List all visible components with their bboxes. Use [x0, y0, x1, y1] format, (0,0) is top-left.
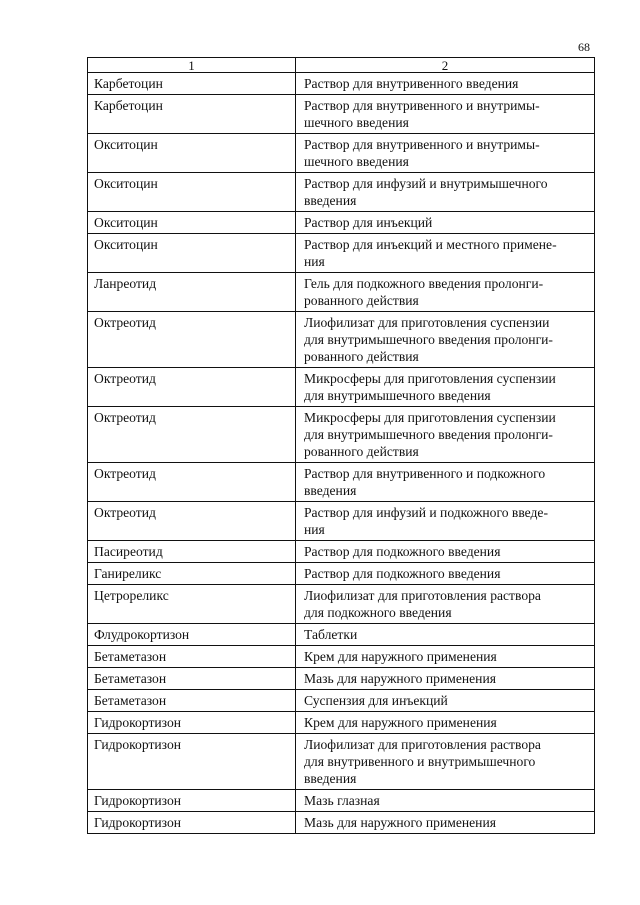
table-header-row [88, 58, 595, 73]
dosage-form-cell [296, 541, 595, 563]
drug-name-cell: Гидрокортизон [88, 812, 296, 834]
table-row [88, 668, 595, 690]
drug-name-cell: Карбетоцин [88, 95, 296, 134]
column-header-2: 2 [296, 58, 595, 73]
dosage-form-line: Таблетки [304, 627, 358, 642]
dosage-form-cell [296, 73, 595, 95]
drug-name-cell: Карбетоцин [88, 73, 296, 95]
table-body [88, 73, 595, 834]
dosage-form-line: рованного действия [304, 444, 419, 459]
dosage-form-line: введения [304, 483, 357, 498]
dosage-form-line: ния [304, 254, 325, 269]
table-row [88, 502, 595, 541]
dosage-form-cell [296, 312, 595, 368]
drug-name-cell: Октреотид [88, 463, 296, 502]
table-row [88, 273, 595, 312]
drug-name-cell: Октреотид [88, 502, 296, 541]
dosage-form-line: Мазь глазная [304, 793, 380, 808]
drug-name-cell: Окситоцин [88, 134, 296, 173]
table-row [88, 712, 595, 734]
dosage-form-line: рованного действия [304, 349, 419, 364]
drug-name-cell: Гидрокортизон [88, 734, 296, 790]
dosage-form-line: Крем для наружного применения [304, 715, 497, 730]
drug-name-cell: Окситоцин [88, 234, 296, 273]
dosage-form-cell [296, 134, 595, 173]
dosage-form-line: шечного введения [304, 154, 409, 169]
drug-name-cell: Гидрокортизон [88, 790, 296, 812]
drug-name-cell: Пасиреотид [88, 541, 296, 563]
table-row [88, 173, 595, 212]
dosage-form-line: Раствор для подкожного введения [304, 544, 501, 559]
drug-name-cell: Октреотид [88, 368, 296, 407]
dosage-form-cell [296, 812, 595, 834]
dosage-form-cell [296, 463, 595, 502]
dosage-form-line: Гель для подкожного введения пролонги- [304, 276, 544, 291]
dosage-form-line: Микросферы для приготовления суспензии [304, 410, 556, 425]
table-row [88, 134, 595, 173]
dosage-form-line: шечного введения [304, 115, 409, 130]
drug-name-cell: Ганиреликс [88, 563, 296, 585]
table-row [88, 585, 595, 624]
drug-name-cell: Флудрокортизон [88, 624, 296, 646]
dosage-form-cell [296, 502, 595, 541]
dosage-form-line: Раствор для внутривенного и подкожного [304, 466, 546, 481]
dosage-form-line: Раствор для инъекций и местного примене- [304, 237, 557, 252]
drug-name-cell: Ланреотид [88, 273, 296, 312]
dosage-form-line: Раствор для подкожного введения [304, 566, 501, 581]
dosage-form-line: для внутримышечного введения пролонги- [304, 332, 553, 347]
table-row [88, 812, 595, 834]
dosage-form-line: Раствор для внутривенного введения [304, 76, 519, 91]
dosage-form-line: для внутримышечного введения [304, 388, 491, 403]
dosage-form-line: Лиофилизат для приготовления раствора [304, 588, 541, 603]
dosage-form-line: для внутривенного и внутримышечного [304, 754, 536, 769]
table-row [88, 790, 595, 812]
dosage-form-line: Раствор для внутривенного и внутримы- [304, 98, 540, 113]
table-row [88, 95, 595, 134]
page-number: 68 [578, 40, 590, 54]
drug-name-cell: Бетаметазон [88, 690, 296, 712]
dosage-form-cell [296, 690, 595, 712]
dosage-form-line: Раствор для инфузий и внутримышечного [304, 176, 548, 191]
dosage-form-cell [296, 273, 595, 312]
dosage-form-cell [296, 624, 595, 646]
dosage-form-cell [296, 407, 595, 463]
dosage-form-line: введения [304, 193, 357, 208]
drug-name-cell: Окситоцин [88, 212, 296, 234]
table-row [88, 234, 595, 273]
drug-name-cell: Бетаметазон [88, 646, 296, 668]
dosage-form-cell [296, 585, 595, 624]
dosage-form-line: для внутримышечного введения пролонги- [304, 427, 553, 442]
drug-name-cell: Октреотид [88, 312, 296, 368]
dosage-form-line: Суспензия для инъекций [304, 693, 448, 708]
dosage-form-line: Крем для наружного применения [304, 649, 497, 664]
table-row [88, 563, 595, 585]
table-row [88, 212, 595, 234]
dosage-form-line: Мазь для наружного применения [304, 815, 496, 830]
dosage-form-cell [296, 212, 595, 234]
dosage-form-line: Раствор для инъекций [304, 215, 433, 230]
table-row [88, 690, 595, 712]
dosage-form-line: Раствор для внутривенного и внутримы- [304, 137, 540, 152]
column-header-1: 1 [88, 58, 296, 73]
dosage-form-cell [296, 790, 595, 812]
table-row [88, 407, 595, 463]
table-row [88, 624, 595, 646]
dosage-form-line: для подкожного введения [304, 605, 452, 620]
dosage-form-line: рованного действия [304, 293, 419, 308]
table-row [88, 368, 595, 407]
dosage-form-cell [296, 234, 595, 273]
table-row [88, 312, 595, 368]
dosage-form-line: Микросферы для приготовления суспензии [304, 371, 556, 386]
dosage-form-cell [296, 734, 595, 790]
drug-name-cell: Гидрокортизон [88, 712, 296, 734]
drug-name-cell: Цетрореликс [88, 585, 296, 624]
table-row [88, 463, 595, 502]
dosage-form-line: ния [304, 522, 325, 537]
dosage-form-cell [296, 646, 595, 668]
dosage-form-cell [296, 95, 595, 134]
dosage-form-cell [296, 563, 595, 585]
drug-name-cell: Октреотид [88, 407, 296, 463]
dosage-form-line: Лиофилизат для приготовления раствора [304, 737, 541, 752]
dosage-form-cell [296, 173, 595, 212]
table-row [88, 541, 595, 563]
dosage-form-cell [296, 712, 595, 734]
dosage-form-line: Раствор для инфузий и подкожного введе- [304, 505, 548, 520]
drug-name-cell: Окситоцин [88, 173, 296, 212]
table-row [88, 734, 595, 790]
table-row [88, 646, 595, 668]
table-row [88, 73, 595, 95]
dosage-form-line: Лиофилизат для приготовления суспензии [304, 315, 550, 330]
dosage-form-line: Мазь для наружного применения [304, 671, 496, 686]
drug-table [87, 57, 595, 834]
dosage-form-cell [296, 668, 595, 690]
dosage-form-line: введения [304, 771, 357, 786]
dosage-form-cell [296, 368, 595, 407]
drug-name-cell: Бетаметазон [88, 668, 296, 690]
